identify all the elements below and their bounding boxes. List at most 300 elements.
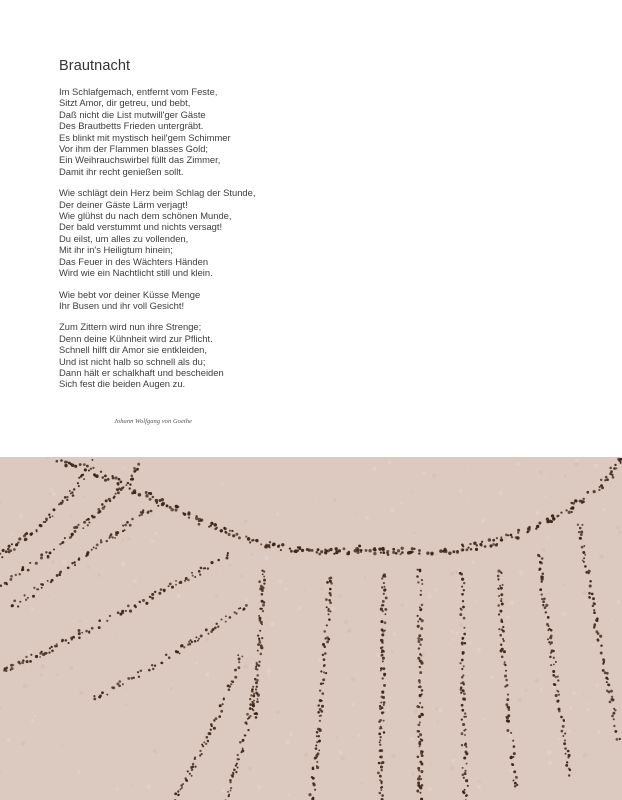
artwork-dot xyxy=(579,527,582,530)
artwork-dot xyxy=(580,531,583,534)
artwork-dot xyxy=(106,694,108,696)
artwork-dot xyxy=(229,781,231,783)
artwork-dot xyxy=(502,630,505,633)
artwork-dot xyxy=(82,474,84,476)
artwork-dot xyxy=(169,583,172,586)
artwork-dot xyxy=(600,479,602,481)
artwork-dot xyxy=(558,710,561,713)
artwork-dot xyxy=(106,620,108,622)
artwork-dot xyxy=(439,549,443,553)
artwork-dot xyxy=(232,772,234,774)
artwork-dot xyxy=(552,674,555,677)
artwork-dot xyxy=(346,552,349,555)
artwork-dot xyxy=(325,672,327,674)
artwork-dot xyxy=(205,743,207,745)
artwork-dot xyxy=(417,777,420,780)
artwork-dot xyxy=(539,555,541,557)
artwork-dot xyxy=(420,662,423,665)
artwork-dot xyxy=(317,704,320,707)
artwork-dot xyxy=(257,635,259,637)
artwork-dot xyxy=(585,571,588,574)
artwork-dot xyxy=(260,653,263,656)
artwork-dot xyxy=(539,561,542,564)
artwork-dot xyxy=(413,548,416,551)
artwork-dot xyxy=(324,652,327,655)
artwork-dot xyxy=(231,680,234,683)
artwork-dot xyxy=(538,521,541,524)
artwork-dot xyxy=(13,548,16,551)
artwork-dot xyxy=(381,794,384,797)
artwork-dot xyxy=(379,775,382,778)
artwork-dot xyxy=(51,646,53,648)
artwork-dot xyxy=(419,682,421,684)
artwork-dot xyxy=(328,599,331,602)
artwork-dot xyxy=(64,496,67,499)
artwork-dot xyxy=(246,713,249,716)
artwork-dot xyxy=(231,530,233,532)
artwork-dot xyxy=(140,669,143,672)
artwork-dot xyxy=(175,580,177,582)
artwork-dot xyxy=(98,626,101,629)
artwork-dot xyxy=(553,657,555,659)
artwork-dot xyxy=(461,548,464,551)
artwork-dot xyxy=(419,659,422,662)
artwork-dot xyxy=(230,787,232,789)
artwork-dot xyxy=(461,638,463,640)
artwork-dot xyxy=(513,745,516,748)
artwork-dot xyxy=(549,636,552,639)
artwork-dot xyxy=(317,548,320,551)
artwork-dot xyxy=(544,606,547,609)
artwork-dot xyxy=(382,660,384,662)
artwork-dot xyxy=(517,532,519,534)
artwork-dot xyxy=(122,525,124,527)
artwork-dot xyxy=(109,500,111,502)
artwork-dot xyxy=(541,557,544,560)
artwork-dot xyxy=(463,582,465,584)
artwork-dot xyxy=(461,744,463,746)
artwork-dot xyxy=(245,735,247,737)
artwork-dot xyxy=(459,613,462,616)
artwork-dot xyxy=(326,641,329,644)
artwork-dot xyxy=(463,633,466,636)
artwork-dot xyxy=(214,627,217,630)
artwork-dot xyxy=(24,533,27,536)
artwork-dot xyxy=(139,601,141,603)
artwork-dot xyxy=(328,577,331,580)
artwork-dot xyxy=(109,615,111,617)
poem-line: Der bald verstummt und nichts versagt! xyxy=(59,221,223,233)
artwork-dot xyxy=(500,538,503,541)
artwork-dot xyxy=(246,723,248,725)
artwork-dot xyxy=(261,600,264,603)
artwork-dot xyxy=(177,794,179,796)
artwork-dot xyxy=(323,645,326,648)
artwork-dot xyxy=(316,741,318,743)
artwork-dot xyxy=(27,597,29,599)
artwork-dot xyxy=(609,701,612,704)
artwork-dot xyxy=(151,593,154,596)
artwork-dot xyxy=(614,709,616,711)
artwork-dot xyxy=(194,576,196,578)
artwork-dot xyxy=(228,794,230,796)
artwork-dot xyxy=(319,720,321,722)
artwork-dot xyxy=(195,515,197,517)
artwork-dot xyxy=(380,726,382,728)
artwork-dot xyxy=(25,656,27,658)
artwork-dot xyxy=(496,537,498,539)
artwork-dot xyxy=(380,647,383,650)
artwork-dot xyxy=(217,559,220,562)
artwork-dot xyxy=(378,547,381,550)
artwork-dot xyxy=(19,601,21,603)
artwork-dot xyxy=(263,579,266,582)
artwork-dot xyxy=(417,640,420,643)
artwork-dot xyxy=(234,676,237,679)
artwork-dot xyxy=(557,676,559,678)
artwork-dot xyxy=(25,538,28,541)
artwork-dot xyxy=(238,661,240,663)
artwork-dot xyxy=(497,588,499,590)
artwork-dot xyxy=(259,630,261,632)
artwork-dot xyxy=(298,546,301,549)
artwork-dot xyxy=(613,718,615,720)
artwork-dot xyxy=(464,789,466,791)
artwork-dot xyxy=(206,736,209,739)
artwork-dot xyxy=(419,609,422,612)
artwork-dot xyxy=(71,562,73,564)
artwork-dot xyxy=(323,630,325,632)
artwork-dot xyxy=(21,568,24,571)
artwork-dot xyxy=(255,688,257,690)
artwork-dot xyxy=(125,610,127,612)
artwork-dot xyxy=(51,649,54,652)
artwork-dot xyxy=(312,797,314,799)
artwork-dot xyxy=(112,477,115,480)
artwork-dot xyxy=(384,586,386,588)
artwork-dot xyxy=(179,788,181,790)
artwork-dot xyxy=(137,463,140,466)
artwork-dot xyxy=(115,531,118,534)
artwork-dot xyxy=(71,491,73,493)
artwork-dot xyxy=(131,518,134,521)
artwork-dot xyxy=(504,674,507,677)
artwork-dot xyxy=(607,683,610,686)
artwork-dot xyxy=(552,517,555,520)
artwork-dot xyxy=(182,783,184,785)
artwork-dot xyxy=(216,527,218,529)
artwork-dot xyxy=(66,496,68,498)
artwork-dot xyxy=(592,597,595,600)
artwork-dot xyxy=(127,482,129,484)
poem-line: Vor ihm der Flammen blasses Gold; xyxy=(59,143,209,155)
artwork-dot xyxy=(261,637,263,639)
artwork-dot xyxy=(373,548,376,551)
artwork-dot xyxy=(256,679,259,682)
artwork-dot xyxy=(91,459,93,461)
artwork-dot xyxy=(59,574,61,576)
artwork-dot xyxy=(465,779,468,782)
artwork-dot xyxy=(430,552,433,555)
artwork-dot xyxy=(213,523,217,527)
artwork-dot xyxy=(586,491,589,494)
artwork-dot xyxy=(506,698,509,701)
poem-line: Zum Zittern wird nun ihre Strenge; xyxy=(59,321,202,333)
artwork-dot xyxy=(98,510,101,513)
artwork-dot xyxy=(419,786,422,789)
artwork-dot xyxy=(355,547,359,551)
artwork-dot xyxy=(272,543,275,546)
artwork-dot xyxy=(194,758,196,760)
artwork-dot xyxy=(564,747,567,750)
artwork-dot xyxy=(78,632,81,635)
poem-line: Daß nicht die List mutwill'ger Gäste xyxy=(59,108,206,120)
artwork-dot xyxy=(174,508,177,511)
artwork-dot xyxy=(225,615,227,617)
artwork-dot xyxy=(417,621,419,623)
artwork-dot xyxy=(122,683,124,685)
artwork-dot xyxy=(33,587,35,589)
artwork-dot xyxy=(62,541,65,544)
artwork-dot xyxy=(207,633,209,635)
artwork-dot xyxy=(550,520,553,523)
artwork-dot xyxy=(386,550,389,553)
artwork-dot xyxy=(249,698,251,700)
artwork-dot xyxy=(241,655,243,657)
artwork-dot xyxy=(44,521,46,523)
artwork-dot xyxy=(382,548,385,551)
artwork-dot xyxy=(91,627,94,630)
artwork-dot xyxy=(417,581,419,583)
artwork-dot xyxy=(500,593,503,596)
artwork-dot xyxy=(252,695,255,698)
artwork-dot xyxy=(582,560,584,562)
dotted-artwork xyxy=(0,457,622,800)
artwork-dot xyxy=(104,479,107,482)
artwork-dot xyxy=(138,676,140,678)
artwork-dot xyxy=(210,522,213,525)
artwork-dot xyxy=(237,754,239,756)
artwork-dot xyxy=(501,655,504,658)
artwork-dot xyxy=(461,659,463,661)
artwork-dot xyxy=(322,678,325,681)
artwork-dot xyxy=(381,761,384,764)
artwork-dot xyxy=(316,765,318,767)
artwork-dot xyxy=(220,618,222,620)
artwork-dot xyxy=(113,497,115,499)
artwork-dot xyxy=(56,574,59,577)
artwork-dot xyxy=(613,467,616,470)
artwork-dot xyxy=(107,478,110,481)
artwork-dot xyxy=(360,551,362,553)
artwork-dot xyxy=(90,468,92,470)
artwork-dot xyxy=(120,481,123,484)
artwork-dot xyxy=(584,554,586,556)
artwork-dot xyxy=(419,671,422,674)
artwork-dot xyxy=(605,677,608,680)
artwork-dot xyxy=(2,549,5,552)
artwork-dot xyxy=(257,698,259,700)
artwork-dot xyxy=(181,787,183,789)
artwork-dot xyxy=(600,644,602,646)
artwork-dot xyxy=(382,667,385,670)
artwork-dot xyxy=(106,540,108,542)
artwork-dot xyxy=(9,578,12,581)
artwork-dot xyxy=(213,720,215,722)
artwork-dot xyxy=(150,510,153,513)
artwork-dot xyxy=(168,585,170,587)
artwork-dot xyxy=(416,790,419,793)
artwork-dot xyxy=(238,608,240,610)
artwork-dot xyxy=(465,746,467,748)
artwork-dot xyxy=(318,553,321,556)
artwork-dot xyxy=(249,541,251,543)
artwork-dot xyxy=(461,732,464,735)
artwork-dot xyxy=(419,666,421,668)
artwork-dot xyxy=(255,712,258,715)
artwork-dot xyxy=(67,566,70,569)
artwork-dot xyxy=(606,672,609,675)
artwork-dot xyxy=(30,532,33,535)
artwork-dot xyxy=(577,524,579,526)
artwork-dot xyxy=(579,537,582,540)
artwork-dot xyxy=(242,748,244,750)
poem-line: Ein Weihrauchswirbel füllt das Zimmer, xyxy=(59,154,221,166)
artwork-dot xyxy=(88,521,90,523)
artwork-dot xyxy=(131,475,134,478)
artwork-dot xyxy=(318,735,320,737)
artwork-dot xyxy=(311,549,314,552)
artwork-dot xyxy=(611,715,614,718)
artwork-dot xyxy=(500,536,502,538)
artwork-dot xyxy=(258,580,261,583)
artwork-dot xyxy=(383,720,385,722)
artwork-dot xyxy=(467,547,469,549)
artwork-dot xyxy=(255,666,257,668)
artwork-dot xyxy=(461,642,464,645)
artwork-dot xyxy=(157,505,159,507)
artwork-dot xyxy=(1,556,3,558)
artwork-dot xyxy=(73,561,75,563)
artwork-dot xyxy=(418,549,421,552)
artwork-dot xyxy=(507,534,509,536)
artwork-dot xyxy=(235,533,238,536)
artwork-dot xyxy=(420,770,423,773)
artwork-dot xyxy=(467,785,469,787)
artwork-dot xyxy=(17,605,19,607)
artwork-dot xyxy=(383,684,386,687)
artwork-dot xyxy=(261,586,264,589)
artwork-dot xyxy=(579,500,582,503)
artwork-dot xyxy=(102,507,105,510)
artwork-dot xyxy=(464,743,467,746)
artwork-dot xyxy=(593,626,595,628)
artwork-dot xyxy=(417,736,419,738)
artwork-dot xyxy=(588,596,590,598)
artwork-dot xyxy=(78,485,80,487)
artwork-dot xyxy=(612,476,615,479)
artwork-dot xyxy=(35,655,38,658)
artwork-dot xyxy=(318,740,321,743)
artwork-dot xyxy=(263,576,265,578)
artwork-dot xyxy=(301,549,304,552)
artwork-dot xyxy=(262,604,265,607)
artwork-dot xyxy=(381,641,384,644)
artwork-dot xyxy=(83,463,86,466)
artwork-dot xyxy=(70,463,73,466)
artwork-dot xyxy=(473,541,476,544)
artwork-dot xyxy=(547,616,550,619)
artwork-dot xyxy=(541,598,543,600)
artwork-dot xyxy=(365,549,368,552)
artwork-dot xyxy=(71,533,74,536)
poem-line: Sich fest die beiden Augen zu. xyxy=(59,378,186,390)
artwork-dot xyxy=(593,602,595,604)
artwork-dot xyxy=(418,647,420,649)
artwork-dot xyxy=(260,646,263,649)
artwork-dot xyxy=(420,638,423,641)
artwork-dot xyxy=(604,479,606,481)
artwork-dot xyxy=(380,781,382,783)
artwork-dot xyxy=(39,656,41,658)
artwork-dot xyxy=(358,545,361,548)
artwork-dot xyxy=(555,694,558,697)
artwork-dot xyxy=(93,697,96,700)
artwork-dot xyxy=(456,551,459,554)
artwork-dot xyxy=(416,705,419,708)
artwork-dot xyxy=(222,703,224,705)
artwork-dot xyxy=(145,602,148,605)
artwork-dot xyxy=(488,538,491,541)
artwork-dot xyxy=(110,533,113,536)
poem-line: Mit ihr in's Heiligtum hinein; xyxy=(59,244,173,256)
artwork-dot xyxy=(568,750,570,752)
artwork-dot xyxy=(88,469,90,471)
artwork-dot xyxy=(380,789,382,791)
artwork-dot xyxy=(72,636,75,639)
artwork-dot xyxy=(616,738,619,741)
artwork-dot xyxy=(417,615,419,617)
artwork-dot xyxy=(420,627,423,630)
artwork-dot xyxy=(217,626,219,628)
artwork-dot xyxy=(10,575,13,578)
poem-line: Das Feuer in des Wächters Händen xyxy=(59,255,209,267)
artwork-dot xyxy=(606,681,608,683)
artwork-dot xyxy=(383,674,385,676)
artwork-dot xyxy=(218,715,221,718)
artwork-dot xyxy=(237,654,239,656)
artwork-dot xyxy=(181,644,184,647)
artwork-dot xyxy=(384,608,387,611)
artwork-dot xyxy=(419,733,422,736)
artwork-dot xyxy=(41,587,43,589)
artwork-dot xyxy=(459,572,462,575)
artwork-dot xyxy=(47,556,50,559)
artwork-dot xyxy=(607,690,610,693)
artwork-dot xyxy=(599,486,601,488)
artwork-dot xyxy=(170,508,173,511)
artwork-dot xyxy=(550,664,552,666)
artwork-dot xyxy=(589,580,592,583)
artwork-dot xyxy=(64,464,67,467)
artwork-dot xyxy=(315,747,318,750)
artwork-dot xyxy=(49,647,51,649)
artwork-dot xyxy=(497,578,499,580)
artwork-dot xyxy=(86,465,89,468)
artwork-dot xyxy=(383,593,385,595)
artwork-dot xyxy=(127,677,130,680)
artwork-dot xyxy=(254,678,257,681)
